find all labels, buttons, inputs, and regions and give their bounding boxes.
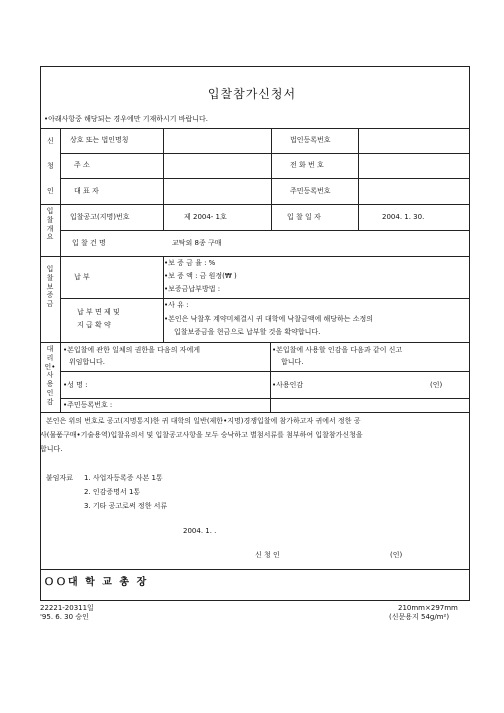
- table-rule: [358, 204, 359, 230]
- table-rule: [358, 128, 359, 204]
- attachment-item: 1. 사업자등록증 사본 1통: [84, 474, 163, 482]
- bid-date-value: 2004. 1. 30.: [382, 213, 425, 221]
- delegation-text: •본입찰에 관한 일체의 권한을 다음의 자에게: [63, 346, 200, 354]
- table-rule: [40, 204, 470, 205]
- reason-line: •사 유 :: [164, 301, 189, 309]
- form-notice: •아래사항중 해당되는 경우에만 기재하시기 바랍니다.: [44, 115, 209, 123]
- applicant-sign-mark: (인): [390, 551, 403, 559]
- section-applicant-char-2: 청: [47, 162, 54, 170]
- table-rule: [60, 153, 470, 154]
- table-rule: [163, 256, 164, 342]
- exemption-label: 납 부 면 제 및: [77, 308, 120, 316]
- section-guarantee: 입찰보증금: [46, 265, 54, 308]
- table-rule: [40, 569, 470, 570]
- agent-id-line: •주민등록번호 :: [63, 401, 113, 409]
- table-rule: [60, 128, 61, 412]
- statement-line-3: 합니다.: [40, 445, 63, 453]
- table-rule: [163, 128, 164, 230]
- table-rule: [60, 230, 470, 231]
- phone-label: 전 화 번 호: [290, 161, 324, 169]
- delegation-text-2: 위임합니다.: [69, 358, 106, 366]
- bid-subject-value: 교탁외 8종 구매: [172, 239, 222, 247]
- payment-label: 납 부: [74, 273, 90, 281]
- table-rule: [60, 178, 470, 179]
- bid-subject-label: 입 찰 건 명: [72, 239, 106, 247]
- section-agent-seal: 대리인•사용인감: [44, 345, 56, 406]
- guarantee-method-line: •보증금납부방법 :: [164, 285, 221, 293]
- applicant-sign-label: 신 청 인: [255, 551, 280, 559]
- addressee: ＯＯ대 학 교 총 장: [44, 577, 149, 588]
- exemption-label-2: 지 급 확 약: [77, 321, 111, 329]
- paper-type: (신문용지 54g/m²): [389, 613, 450, 621]
- section-applicant-char-1: 신: [47, 137, 54, 145]
- guarantee-amount-line: •보 증 액 : 금 원정(₩ ): [164, 272, 237, 280]
- seal-declare-text-2: 합니다.: [281, 358, 304, 366]
- agent-name-line: •성 명 :: [63, 381, 88, 389]
- pledge-text-2: 입찰보증금을 현금으로 납부할 것을 확약합니다.: [174, 328, 321, 336]
- table-rule: [60, 298, 470, 299]
- notice-number-label: 입찰공고(지명)번호: [70, 213, 130, 221]
- representative-label: 대 표 자: [74, 187, 99, 195]
- table-rule: [271, 128, 272, 204]
- attachment-item: 3. 기타 공고로써 정한 서류: [84, 502, 168, 510]
- table-rule: [60, 371, 470, 372]
- approval-date: '95. 6. 30 승인: [40, 613, 89, 621]
- guarantee-rate-line: •보 증 금 율 : %: [164, 259, 216, 267]
- table-rule: [270, 342, 271, 412]
- reg-number-label: 법인등록번호: [290, 136, 331, 144]
- attachment-item: 2. 인감증명서 1통: [84, 488, 141, 496]
- id-number-label: 주민등록번호: [290, 187, 331, 195]
- form-code: 22221-20311일: [40, 604, 94, 612]
- section-bid-overview: 입찰개요: [46, 207, 54, 242]
- seal-mark: (인): [430, 381, 443, 389]
- pledge-text: •본인은 낙찰후 계약미체결시 귀 대학에 낙찰금액에 해당하는 소정의: [164, 315, 374, 323]
- attachments-label: 붙임자료: [46, 474, 74, 482]
- form-title: 입찰참가신청서: [207, 87, 297, 101]
- address-label: 주 소: [74, 161, 90, 169]
- table-rule: [40, 128, 470, 129]
- sign-date: 2004. 1. .: [183, 527, 217, 535]
- table-rule: [40, 412, 470, 413]
- name-label: 상호 또는 법인명칭: [70, 136, 129, 144]
- table-rule: [271, 204, 272, 230]
- notice-number-value: 제 2004- 1호: [184, 213, 227, 221]
- section-applicant-char-3: 인: [47, 187, 54, 195]
- table-rule: [60, 398, 470, 399]
- table-rule: [40, 342, 470, 343]
- bid-date-label: 입 찰 일 자: [287, 213, 321, 221]
- statement-line-2: 사(물품구매•기술용역)입찰유의서 및 입찰공고사항을 모두 승낙하고 별첨서류를 첨부하여 입찰참가신청을: [40, 431, 363, 439]
- statement-line-1: 본인은 위의 번호로 공고(지명통지)한 귀 대학의 일반(제한•지명)경쟁입찰에 참가하고자 귀에서 정한 공: [46, 417, 361, 425]
- table-rule: [40, 256, 470, 257]
- seal-label: •사용인감: [272, 381, 304, 389]
- seal-declare-text: •본입찰에 사용할 인감을 다음과 같이 신고: [272, 346, 403, 354]
- paper-size: 210mm×297mm: [398, 604, 458, 612]
